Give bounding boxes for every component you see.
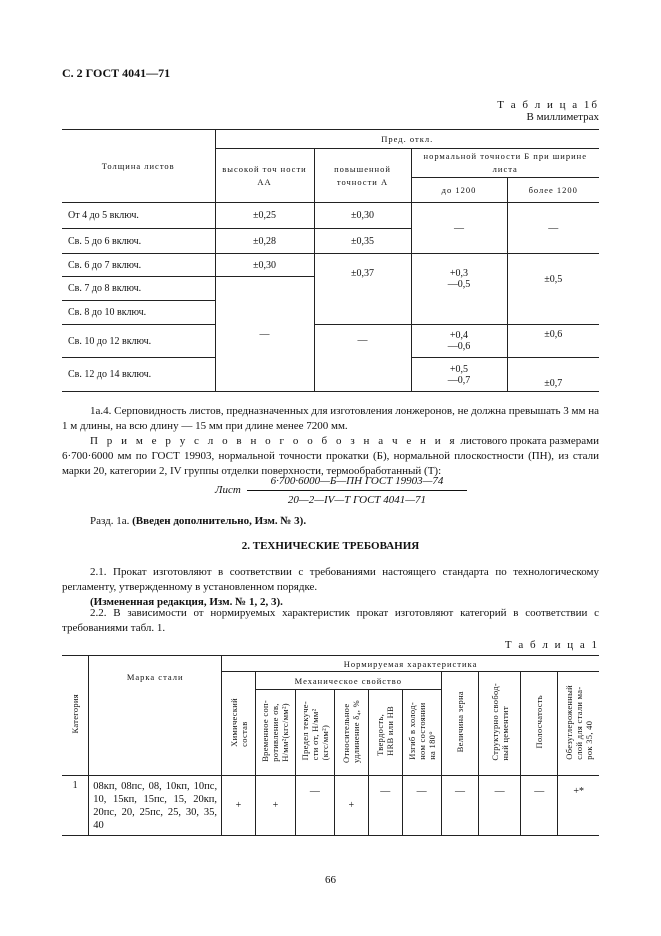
- col-yield: Предел текуче- сти σт, Н/мм² (кгс/мм²): [295, 690, 334, 776]
- col-increased-accuracy: повышенной точности А: [314, 149, 411, 203]
- cell-high: ±0,25: [215, 203, 314, 229]
- table-1: [62, 655, 599, 836]
- formula-fraction-line: [247, 490, 467, 491]
- paragraph-1a4: 1а.4. Серповидность листов, предназначенных для изготовления лонжеронов, не должна превышать 3 мм на 1 м длины, на всю длину — 15 мм при длине менее 7200 мм.: [62, 405, 599, 432]
- cell-bend: —: [402, 776, 441, 836]
- col-band: Полосчатость: [520, 672, 558, 776]
- cell-category: 1: [62, 776, 89, 836]
- cell-high: ±0,28: [215, 229, 314, 254]
- col-elong: Относительное удлинение δ₄, %: [334, 690, 368, 776]
- cell-increased: ±0,30: [314, 203, 411, 229]
- col-tensile: Временное соп- ротивление σв, Н/мм²(кгс/мм²): [255, 690, 295, 776]
- cell-normal-to1200: [411, 254, 507, 325]
- value-lower: —0,6: [447, 341, 471, 352]
- cell-normal-to1200: [411, 325, 507, 358]
- cell-decarb: +*: [558, 776, 599, 836]
- col-to-1200: до 1200: [411, 178, 507, 203]
- row-thickness: Св. 6 до 7 включ.: [62, 254, 215, 277]
- cell-struct: —: [479, 776, 521, 836]
- example-text: листового проката размерами 6·700·6000 мм по ГОСТ 19903, нормальной точности прокатки (Б), нормальной плоскостности (ПН), из стали марки 20, категории 2, IV группы отделки поверхности, термообработанный (Т):: [62, 435, 599, 477]
- row-thickness: Св. 10 до 12 включ.: [62, 325, 215, 358]
- formula-numerator: 6·700·6000—Б—ПН ГОСТ 19903—74: [270, 475, 444, 487]
- cell-increased: ±0,37: [314, 254, 411, 325]
- table-1b-caption: Т а б л и ц а 1б: [497, 99, 599, 111]
- row-thickness: Св. 7 до 8 включ.: [62, 277, 215, 301]
- row-thickness: Св. 8 до 10 включ.: [62, 301, 215, 325]
- col-hard: Твердость, HRB или HB: [368, 690, 402, 776]
- section-1a-note: [62, 514, 599, 529]
- value-upper: +0,5: [449, 363, 469, 375]
- table-1b: [62, 129, 599, 392]
- page-header: С. 2 ГОСТ 4041—71: [62, 66, 171, 80]
- col-normal-accuracy: нормальной точности Б при ширине листа: [411, 149, 599, 178]
- col-bend: Изгиб в холод- ном состоянии на 180°: [402, 690, 441, 776]
- col-thickness: Толщина листов: [62, 130, 215, 203]
- col-mech: Механическое свойство: [255, 672, 441, 690]
- example-lead: П р и м е р у с л о в н о г о о б о з н а ч е н и я: [90, 435, 458, 447]
- value-upper: +0,4: [449, 330, 469, 341]
- cell-band: —: [520, 776, 558, 836]
- cell-grain: —: [441, 776, 479, 836]
- cell-high: —: [215, 277, 314, 392]
- paragraph-2-2: 2.2. В зависимости от нормируемых характеристик прокат изготовляют категорий в соответствии с требованиями табл. 1.: [62, 607, 599, 634]
- value-lower: —0,5: [447, 279, 471, 290]
- page-number: 66: [325, 874, 336, 886]
- section-title: 2. ТЕХНИЧЕСКИЕ ТРЕБОВАНИЯ: [241, 540, 420, 552]
- col-normalized: Нормируемая характеристика: [222, 656, 599, 672]
- value-lower: —0,7: [447, 374, 471, 386]
- formula-label: Лист: [215, 484, 241, 496]
- paragraph-2-1: 2.1. Прокат изготовляют в соответствии с требованиями настоящего стандарта по технологическому регламенту, утвержденному в установленном порядке.: [62, 566, 599, 593]
- cell-normal-over1200: —: [507, 203, 599, 254]
- cell-high: ±0,30: [215, 254, 314, 277]
- row-thickness: Св. 12 до 14 включ.: [62, 358, 215, 392]
- col-grain: Величина зерна: [441, 672, 479, 776]
- col-struct: Структурно свобод- ный цементит: [479, 672, 521, 776]
- formula-denominator: 20—2—IV—Т ГОСТ 4041—71: [287, 494, 427, 506]
- table-1b-unit: В миллиметрах: [526, 111, 599, 123]
- col-category: Категория: [62, 656, 89, 776]
- col-decarb: Обезуглероженный слой для стали ма- рок 35, 40: [558, 672, 599, 776]
- example-paragraph: [62, 434, 599, 479]
- cell-hard: —: [368, 776, 402, 836]
- col-grade: Марка стали: [89, 656, 222, 776]
- col-chem: Химический состав: [222, 672, 256, 776]
- table-1-caption: Т а б л и ц а 1: [504, 639, 599, 651]
- note-ref: Разд. 1а.: [90, 515, 130, 527]
- col-high-accuracy: высокой точ ности АА: [215, 149, 314, 203]
- cell-increased: ±0,35: [314, 229, 411, 254]
- cell-chem: +: [222, 776, 256, 836]
- note-bold: (Введен дополнительно, Изм. № 3).: [132, 515, 307, 527]
- cell-normal-over1200: ±0,6: [507, 325, 599, 358]
- cell-increased: —: [314, 325, 411, 392]
- cell-elong: +: [334, 776, 368, 836]
- cell-grades: 08кп, 08пс, 08, 10кп, 10пс, 10, 15кп, 15пс, 15, 20кп, 20пс, 20, 25пс, 25, 30, 35, 40: [89, 776, 222, 836]
- cell-tensile: +: [255, 776, 295, 836]
- col-deviation-group: Пред. откл.: [215, 130, 599, 149]
- row-thickness: Св. 5 до 6 включ.: [62, 229, 215, 254]
- col-over-1200: более 1200: [507, 178, 599, 203]
- cell-normal-over1200: ±0,5: [507, 254, 599, 325]
- value-upper: +0,3: [449, 268, 469, 279]
- paragraph-2-1-note: (Измененная редакция, Изм. № 1, 2, 3).: [90, 596, 283, 608]
- cell-normal-to1200: [411, 358, 507, 392]
- cell-yield: —: [295, 776, 334, 836]
- cell-normal-over1200: ±0,7: [507, 358, 599, 392]
- row-thickness: От 4 до 5 включ.: [62, 203, 215, 229]
- cell-normal-to1200: —: [411, 203, 507, 254]
